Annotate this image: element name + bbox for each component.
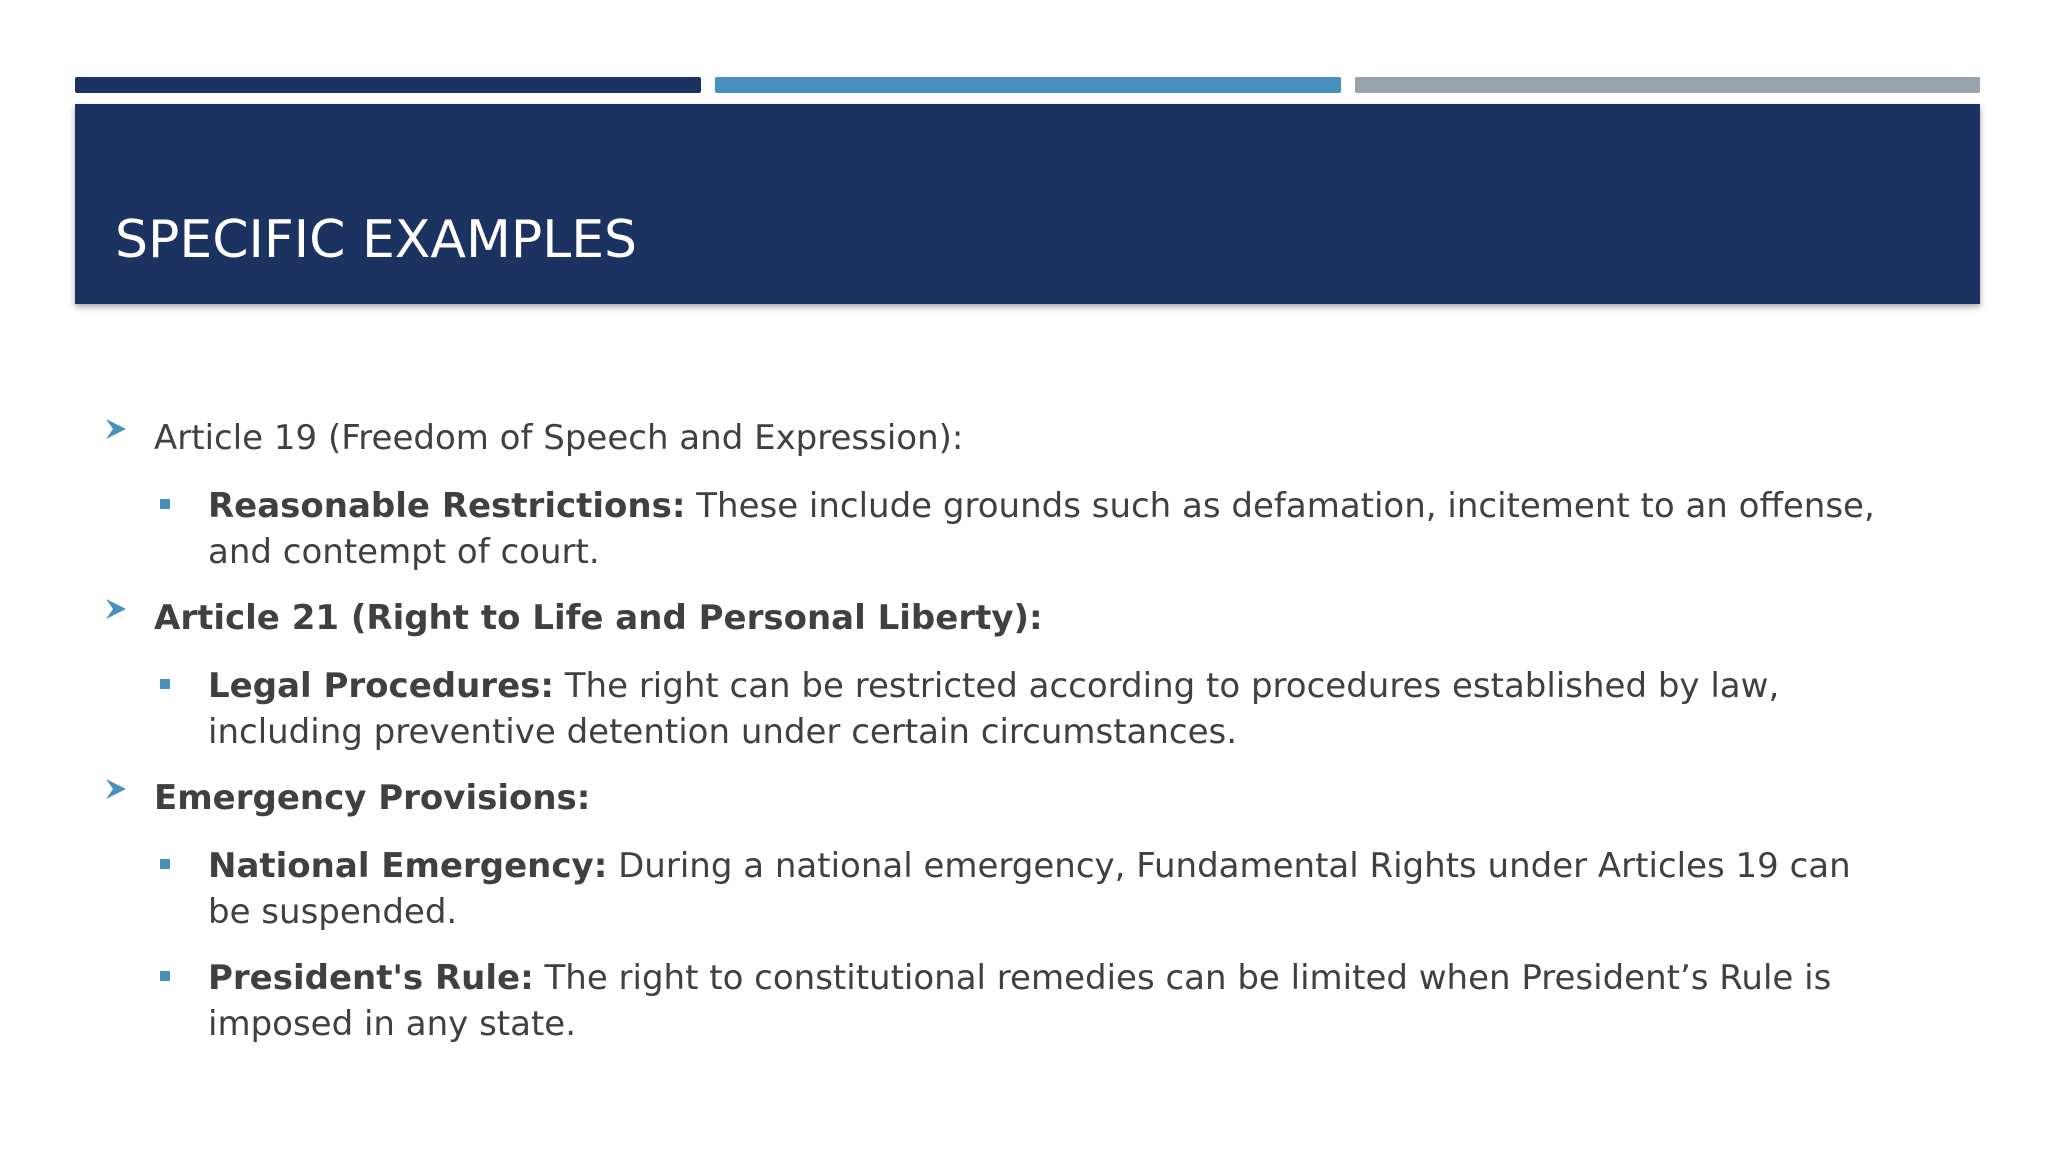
- bullet-article-21: [100, 595, 1900, 641]
- title-band: [75, 104, 1980, 304]
- subbullet-term: National Emergency:: [208, 846, 608, 886]
- square-bullet-icon: [160, 859, 170, 869]
- subbullet-term: President's Rule:: [208, 958, 534, 998]
- subbullet-text: The right to constitutional remedies can be limited when President’s Rule is imposed in any state.: [208, 958, 1832, 1044]
- accent-bar-gray: [1355, 77, 1980, 93]
- bullet-label: Article 21 (Right to Life and Personal Liberty):: [154, 598, 1043, 638]
- subbullet-national-emergency: [100, 843, 1900, 935]
- accent-bar-dark: [75, 77, 701, 93]
- square-bullet-icon: [160, 679, 170, 689]
- square-bullet-icon: [160, 499, 170, 509]
- arrow-bullet-icon: [104, 597, 128, 621]
- bullet-article-19: [100, 415, 1900, 461]
- subbullet-presidents-rule: [100, 955, 1900, 1047]
- subbullet-legal-procedures: [100, 663, 1900, 755]
- accent-bar-blue: [715, 77, 1341, 93]
- subbullet-text: These include grounds such as defamation, incitement to an offense, and contempt of court.: [208, 486, 1875, 572]
- bullet-label: Emergency Provisions:: [154, 778, 591, 818]
- bullet-label: Article 19 (Freedom of Speech and Expression):: [154, 418, 964, 458]
- slide-title: SPECIFIC EXAMPLES: [115, 210, 638, 270]
- subbullet-term: Reasonable Restrictions:: [208, 486, 686, 526]
- arrow-bullet-icon: [104, 777, 128, 801]
- subbullet-reasonable-restrictions: [100, 483, 1900, 575]
- subbullet-text: During a national emergency, Fundamental Rights under Articles 19 can be suspended.: [208, 846, 1851, 932]
- arrow-bullet-icon: [104, 417, 128, 441]
- bullet-emergency-provisions: [100, 775, 1900, 821]
- slide-content: [100, 415, 1900, 1067]
- subbullet-text: The right can be restricted according to procedures established by law, including preventive detention under certain circumstances.: [208, 666, 1780, 752]
- square-bullet-icon: [160, 971, 170, 981]
- subbullet-term: Legal Procedures:: [208, 666, 554, 706]
